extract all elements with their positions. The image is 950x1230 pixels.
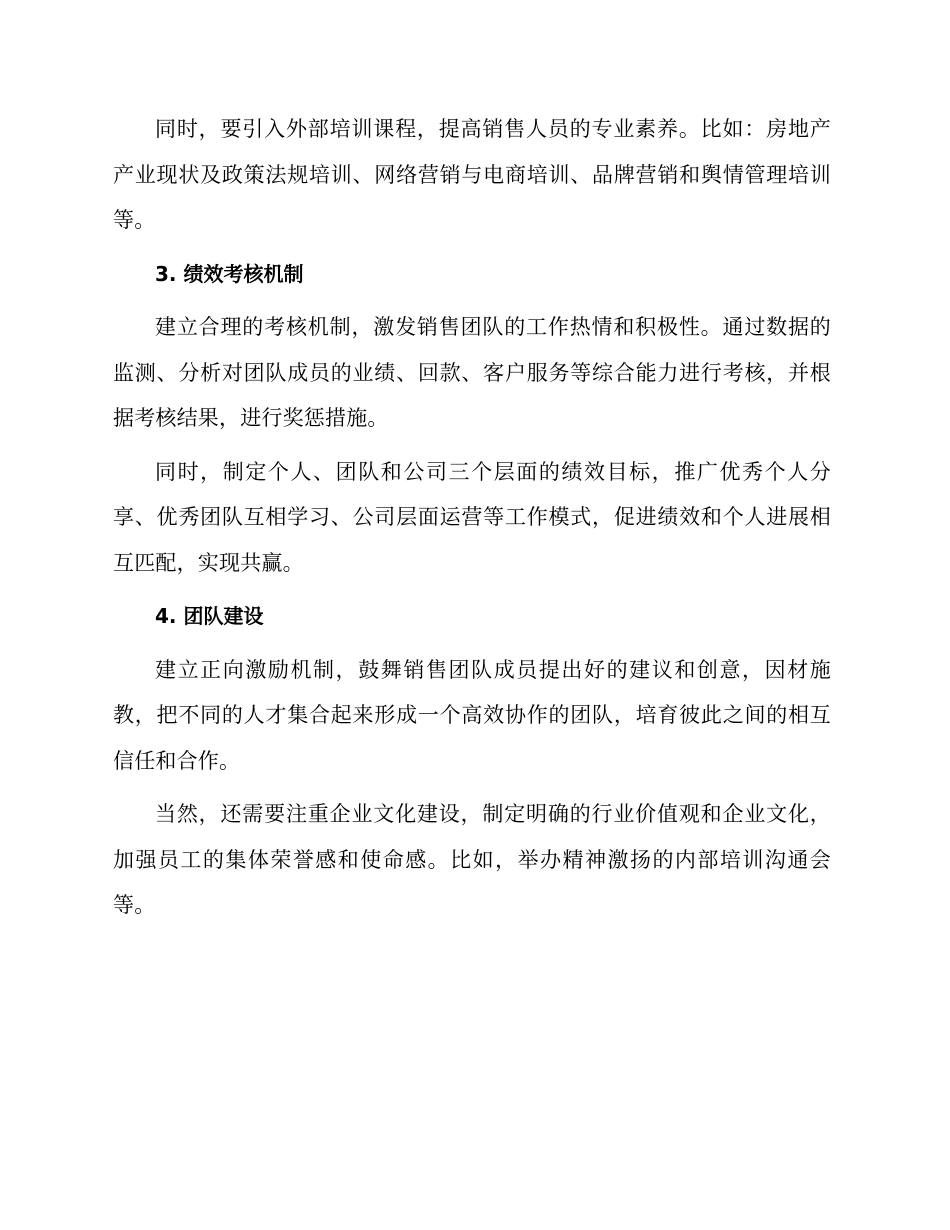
paragraph-performance-goals: 同时，制定个人、团队和公司三个层面的绩效目标，推广优秀个人分享、优秀团队互相学习、公司层面运营等工作模式，促进绩效和个人进展相互匹配，实现共赢。 — [113, 459, 831, 575]
paragraph-incentive-mechanism: 建立正向激励机制，鼓舞销售团队成员提出好的建议和创意，因材施教，把不同的人才集合起来形成一个高效协作的团队，培育彼此之间的相互信任和合作。 — [113, 657, 831, 773]
document-body — [113, 107, 831, 937]
section-heading-performance-review: 3. 绩效考核机制 — [155, 261, 304, 286]
paragraph-review-mechanism: 建立合理的考核机制，激发销售团队的工作热情和积极性。通过数据的监测、分析对团队成员的业绩、回款、客户服务等综合能力进行考核，并根据考核结果，进行奖惩措施。 — [113, 315, 831, 430]
section-heading-team-building: 4. 团队建设 — [155, 604, 264, 628]
paragraph-external-training: 同时，要引入外部培训课程，提高销售人员的专业素养。比如：房地产产业现状及政策法规培训、网络营销与电商培训、品牌营销和舆情管理培训等。 — [113, 117, 831, 232]
paragraph-corporate-culture: 当然，还需要注重企业文化建设，制定明确的行业价值观和企业文化，加强员工的集体荣誉感和使命感。比如，举办精神激扬的内部培训沟通会等。 — [113, 802, 831, 917]
